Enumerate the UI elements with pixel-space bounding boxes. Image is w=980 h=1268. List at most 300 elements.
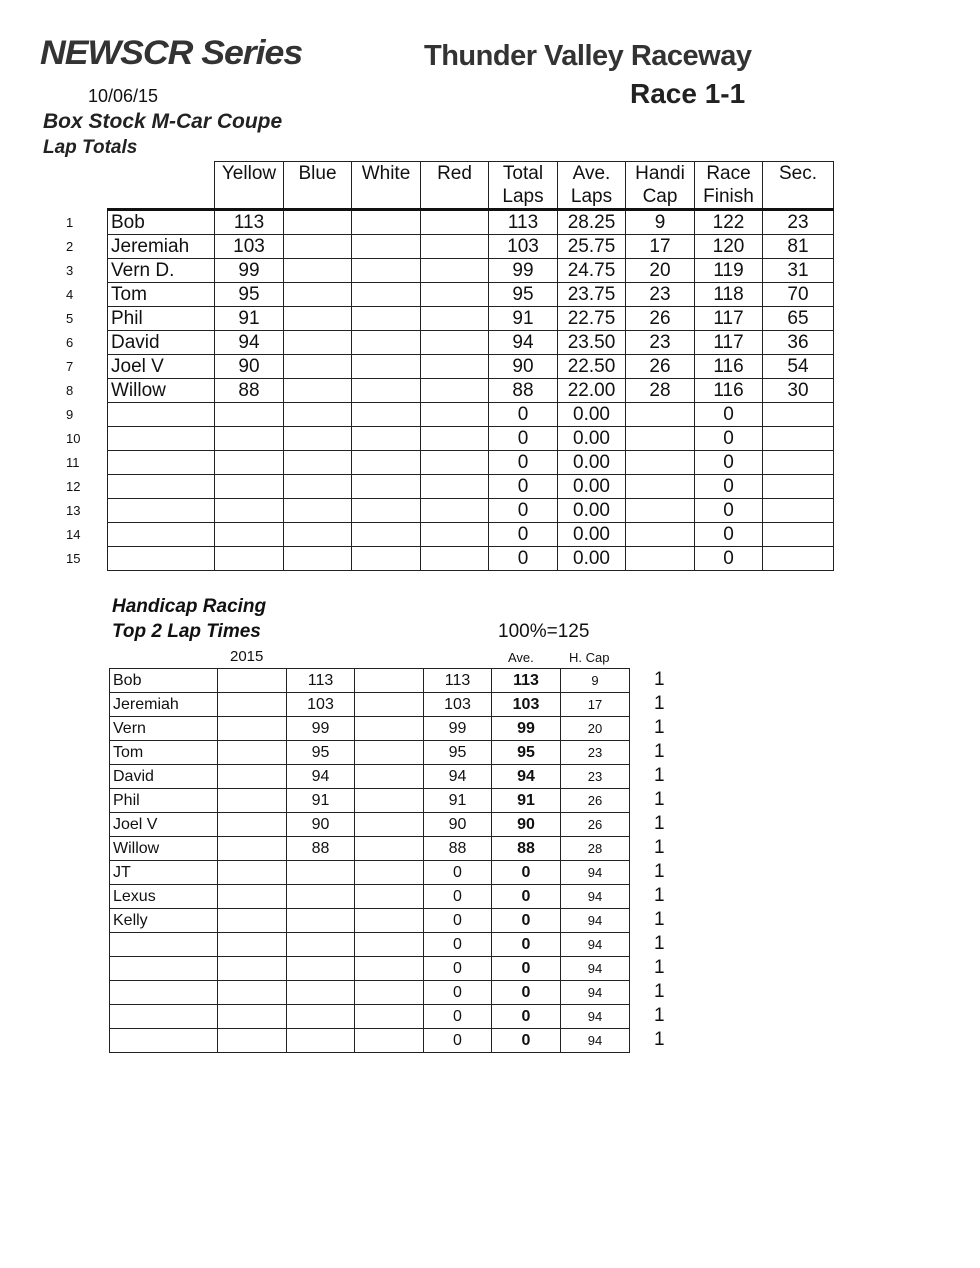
cell-c4: 90 <box>424 813 492 837</box>
cell-c4: 0 <box>424 909 492 933</box>
cell-yellow: 95 <box>215 283 284 307</box>
cell-name <box>108 451 215 475</box>
column-header <box>489 162 558 210</box>
cell-blue <box>284 355 352 379</box>
cell-c2 <box>287 957 355 981</box>
cell-finish: 116 <box>695 379 763 403</box>
cell-finish: 0 <box>695 403 763 427</box>
handicap-row <box>110 981 630 1005</box>
cell-c2 <box>287 885 355 909</box>
handicap-flag: 1 <box>654 861 665 882</box>
cell-c4: 91 <box>424 789 492 813</box>
row-number: 15 <box>66 551 81 566</box>
cell-c2: 99 <box>287 717 355 741</box>
cell-total: 99 <box>489 259 558 283</box>
handicap-row <box>110 765 630 789</box>
lap-row <box>108 475 834 499</box>
lap-row <box>108 331 834 355</box>
row-number: 6 <box>66 335 74 350</box>
cell-c2 <box>287 1005 355 1029</box>
handicap-table <box>109 668 630 1053</box>
column-header-line: Ave. <box>572 163 611 184</box>
cell-c4: 113 <box>424 669 492 693</box>
cell-name: Joel V <box>108 355 215 379</box>
column-header <box>558 162 626 210</box>
cell-name: Jeremiah <box>110 693 218 717</box>
cell-name: Willow <box>110 837 218 861</box>
cell-yellow <box>215 451 284 475</box>
cell-handicap: 28 <box>626 379 695 403</box>
cell-yellow <box>215 499 284 523</box>
cell-sec: 81 <box>763 235 834 259</box>
cell-hcap: 9 <box>561 669 630 693</box>
cell-handicap <box>626 403 695 427</box>
cell-c1 <box>218 885 287 909</box>
column-header <box>695 162 763 210</box>
cell-ave: 0 <box>492 861 561 885</box>
cell-name: David <box>110 765 218 789</box>
cell-sec <box>763 403 834 427</box>
lap-row <box>108 235 834 259</box>
lap-row <box>108 307 834 331</box>
cell-c1 <box>218 933 287 957</box>
cell-c1 <box>218 693 287 717</box>
row-number: 13 <box>66 503 81 518</box>
column-header-line: Laps <box>502 186 544 207</box>
cell-name: Lexus <box>110 885 218 909</box>
cell-ave: 0.00 <box>558 451 626 475</box>
cell-red <box>421 547 489 571</box>
cell-c2: 103 <box>287 693 355 717</box>
row-number: 14 <box>66 527 81 542</box>
cell-blue <box>284 475 352 499</box>
cell-total: 91 <box>489 307 558 331</box>
cell-c3 <box>355 789 424 813</box>
cell-hcap: 94 <box>561 909 630 933</box>
cell-finish: 0 <box>695 547 763 571</box>
handicap-subtitle: Top 2 Lap Times <box>112 621 261 642</box>
lap-row <box>108 451 834 475</box>
cell-finish: 0 <box>695 427 763 451</box>
cell-total: 95 <box>489 283 558 307</box>
cell-handicap: 23 <box>626 331 695 355</box>
cell-blue <box>284 210 352 235</box>
handicap-flag: 1 <box>654 957 665 978</box>
cell-yellow: 88 <box>215 379 284 403</box>
cell-ave: 0.00 <box>558 403 626 427</box>
cell-ave: 0 <box>492 957 561 981</box>
handicap-row <box>110 1005 630 1029</box>
cell-ave: 23.50 <box>558 331 626 355</box>
cell-white <box>352 283 421 307</box>
cell-c3 <box>355 693 424 717</box>
handicap-flag: 1 <box>654 693 665 714</box>
handicap-flag: 1 <box>654 933 665 954</box>
cell-name: Bob <box>108 210 215 235</box>
cell-total: 88 <box>489 379 558 403</box>
cell-ave: 0.00 <box>558 475 626 499</box>
cell-ave: 24.75 <box>558 259 626 283</box>
cell-blue <box>284 499 352 523</box>
cell-handicap: 20 <box>626 259 695 283</box>
cell-hcap: 94 <box>561 1005 630 1029</box>
cell-ave: 22.50 <box>558 355 626 379</box>
venue-name: Thunder Valley Raceway <box>424 40 752 72</box>
row-number: 1 <box>66 215 74 230</box>
cell-white <box>352 331 421 355</box>
handicap-flag: 1 <box>654 981 665 1002</box>
cell-handicap <box>626 475 695 499</box>
cell-red <box>421 331 489 355</box>
cell-c3 <box>355 909 424 933</box>
cell-sec <box>763 547 834 571</box>
column-header-line: White <box>361 163 411 184</box>
cell-c4: 88 <box>424 837 492 861</box>
cell-handicap <box>626 499 695 523</box>
cell-c1 <box>218 813 287 837</box>
cell-finish: 0 <box>695 475 763 499</box>
cell-hcap: 23 <box>561 765 630 789</box>
cell-c2 <box>287 933 355 957</box>
lap-row <box>108 499 834 523</box>
cell-total: 103 <box>489 235 558 259</box>
cell-white <box>352 235 421 259</box>
cell-red <box>421 307 489 331</box>
cell-yellow: 90 <box>215 355 284 379</box>
lap-row <box>108 379 834 403</box>
cell-c1 <box>218 1005 287 1029</box>
cell-name <box>108 547 215 571</box>
handicap-row <box>110 717 630 741</box>
cell-yellow <box>215 547 284 571</box>
handicap-row <box>110 861 630 885</box>
handicap-flag: 1 <box>654 741 665 762</box>
handicap-row <box>110 693 630 717</box>
cell-name <box>108 403 215 427</box>
cell-finish: 120 <box>695 235 763 259</box>
column-header-line: Handi <box>635 163 685 184</box>
cell-sec: 54 <box>763 355 834 379</box>
column-header <box>763 162 834 210</box>
cell-white <box>352 403 421 427</box>
cell-total: 90 <box>489 355 558 379</box>
cell-yellow: 113 <box>215 210 284 235</box>
cell-yellow <box>215 475 284 499</box>
handicap-row <box>110 957 630 981</box>
column-header-line: Sec. <box>778 163 818 184</box>
cell-hcap: 94 <box>561 885 630 909</box>
cell-c3 <box>355 741 424 765</box>
cell-c3 <box>355 669 424 693</box>
cell-name: Willow <box>108 379 215 403</box>
cell-ave: 22.00 <box>558 379 626 403</box>
cell-total: 0 <box>489 523 558 547</box>
cell-name: Bob <box>110 669 218 693</box>
cell-c4: 0 <box>424 981 492 1005</box>
lap-totals-table <box>107 161 834 571</box>
column-header-line: Laps <box>570 186 613 207</box>
cell-blue <box>284 547 352 571</box>
row-number: 11 <box>66 455 80 470</box>
cell-c3 <box>355 861 424 885</box>
cell-red <box>421 499 489 523</box>
cell-c4: 0 <box>424 1005 492 1029</box>
cell-finish: 117 <box>695 331 763 355</box>
cell-ave: 28.25 <box>558 210 626 235</box>
cell-total: 0 <box>489 475 558 499</box>
handicap-flag: 1 <box>654 765 665 786</box>
cell-red <box>421 235 489 259</box>
cell-red <box>421 451 489 475</box>
column-header-line: Yellow <box>221 163 277 184</box>
cell-ave: 90 <box>492 813 561 837</box>
cell-name: Vern D. <box>108 259 215 283</box>
cell-sec: 30 <box>763 379 834 403</box>
cell-c3 <box>355 885 424 909</box>
cell-ave: 99 <box>492 717 561 741</box>
class-name: Box Stock M-Car Coupe <box>43 110 283 133</box>
cell-c1 <box>218 909 287 933</box>
hcap-label: H. Cap <box>569 650 610 665</box>
cell-white <box>352 307 421 331</box>
handicap-flag: 1 <box>654 813 665 834</box>
handicap-flag: 1 <box>654 1029 665 1050</box>
cell-total: 0 <box>489 427 558 451</box>
cell-white <box>352 379 421 403</box>
lap-row <box>108 523 834 547</box>
cell-red <box>421 403 489 427</box>
cell-ave: 0.00 <box>558 427 626 451</box>
cell-hcap: 26 <box>561 813 630 837</box>
cell-c1 <box>218 669 287 693</box>
cell-name: Vern <box>110 717 218 741</box>
cell-white <box>352 523 421 547</box>
cell-ave: 22.75 <box>558 307 626 331</box>
lap-row <box>108 547 834 571</box>
column-header <box>284 162 352 210</box>
cell-hcap: 26 <box>561 789 630 813</box>
cell-c2 <box>287 981 355 1005</box>
cell-ave: 25.75 <box>558 235 626 259</box>
handicap-row <box>110 933 630 957</box>
row-number: 12 <box>66 479 81 494</box>
cell-sec <box>763 427 834 451</box>
column-header-line: Cap <box>642 186 678 207</box>
cell-ave: 113 <box>492 669 561 693</box>
cell-name: Tom <box>110 741 218 765</box>
cell-ave: 0 <box>492 933 561 957</box>
cell-finish: 116 <box>695 355 763 379</box>
cell-name: Phil <box>108 307 215 331</box>
ave-label: Ave. <box>508 650 534 665</box>
cell-name: Jeremiah <box>108 235 215 259</box>
cell-red <box>421 283 489 307</box>
cell-name <box>110 933 218 957</box>
cell-finish: 0 <box>695 523 763 547</box>
cell-sec: 65 <box>763 307 834 331</box>
cell-name: Joel V <box>110 813 218 837</box>
cell-white <box>352 451 421 475</box>
cell-c2: 95 <box>287 741 355 765</box>
cell-c2: 88 <box>287 837 355 861</box>
cell-finish: 0 <box>695 499 763 523</box>
cell-name <box>110 957 218 981</box>
cell-c1 <box>218 1029 287 1053</box>
lap-row <box>108 427 834 451</box>
cell-handicap <box>626 547 695 571</box>
cell-ave: 103 <box>492 693 561 717</box>
cell-c3 <box>355 837 424 861</box>
cell-ave: 88 <box>492 837 561 861</box>
cell-handicap <box>626 427 695 451</box>
row-number: 2 <box>66 239 74 254</box>
cell-c4: 0 <box>424 861 492 885</box>
percent-note: 100%=125 <box>498 621 590 642</box>
cell-blue <box>284 427 352 451</box>
cell-yellow <box>215 403 284 427</box>
cell-c4: 0 <box>424 933 492 957</box>
cell-handicap: 17 <box>626 235 695 259</box>
lap-row <box>108 403 834 427</box>
cell-finish: 119 <box>695 259 763 283</box>
cell-c1 <box>218 957 287 981</box>
cell-red <box>421 427 489 451</box>
cell-red <box>421 475 489 499</box>
year-label: 2015 <box>230 648 264 665</box>
cell-finish: 117 <box>695 307 763 331</box>
cell-name: Kelly <box>110 909 218 933</box>
column-header-line: Finish <box>703 186 754 207</box>
cell-hcap: 23 <box>561 741 630 765</box>
cell-hcap: 94 <box>561 933 630 957</box>
cell-blue <box>284 523 352 547</box>
row-number: 3 <box>66 263 74 278</box>
cell-c4: 103 <box>424 693 492 717</box>
lap-table-header <box>108 162 834 210</box>
cell-handicap <box>626 523 695 547</box>
cell-yellow <box>215 523 284 547</box>
cell-red <box>421 355 489 379</box>
handicap-row <box>110 885 630 909</box>
cell-c2: 90 <box>287 813 355 837</box>
cell-hcap: 17 <box>561 693 630 717</box>
cell-ave: 0 <box>492 909 561 933</box>
cell-c2: 91 <box>287 789 355 813</box>
cell-white <box>352 499 421 523</box>
cell-blue <box>284 283 352 307</box>
cell-name <box>110 1029 218 1053</box>
cell-name <box>108 499 215 523</box>
cell-sec: 31 <box>763 259 834 283</box>
handicap-flag: 1 <box>654 717 665 738</box>
row-number: 8 <box>66 383 74 398</box>
handicap-flag: 1 <box>654 669 665 690</box>
cell-blue <box>284 235 352 259</box>
cell-finish: 122 <box>695 210 763 235</box>
cell-ave: 94 <box>492 765 561 789</box>
cell-sec <box>763 499 834 523</box>
cell-handicap: 26 <box>626 307 695 331</box>
cell-c3 <box>355 813 424 837</box>
cell-sec: 70 <box>763 283 834 307</box>
cell-finish: 118 <box>695 283 763 307</box>
cell-white <box>352 259 421 283</box>
cell-c4: 99 <box>424 717 492 741</box>
cell-c3 <box>355 717 424 741</box>
cell-handicap <box>626 451 695 475</box>
cell-white <box>352 355 421 379</box>
cell-total: 94 <box>489 331 558 355</box>
row-numbers <box>66 209 86 569</box>
lap-row <box>108 259 834 283</box>
series-title: NEWSCR Series <box>40 34 303 72</box>
cell-blue <box>284 307 352 331</box>
cell-name: Phil <box>110 789 218 813</box>
cell-name <box>110 981 218 1005</box>
handicap-row <box>110 837 630 861</box>
handicap-flag: 1 <box>654 885 665 906</box>
handicap-row <box>110 813 630 837</box>
handicap-row <box>110 909 630 933</box>
cell-name: JT <box>110 861 218 885</box>
cell-yellow: 94 <box>215 331 284 355</box>
cell-total: 0 <box>489 451 558 475</box>
cell-yellow: 103 <box>215 235 284 259</box>
cell-blue <box>284 259 352 283</box>
column-header-line: Red <box>437 163 472 184</box>
cell-red <box>421 523 489 547</box>
cell-total: 0 <box>489 499 558 523</box>
cell-hcap: 94 <box>561 861 630 885</box>
cell-hcap: 94 <box>561 981 630 1005</box>
lap-row <box>108 355 834 379</box>
cell-handicap: 9 <box>626 210 695 235</box>
cell-c3 <box>355 1029 424 1053</box>
cell-sec <box>763 451 834 475</box>
cell-c1 <box>218 741 287 765</box>
lap-row <box>108 210 834 235</box>
cell-handicap: 23 <box>626 283 695 307</box>
row-number: 5 <box>66 311 74 326</box>
cell-ave: 95 <box>492 741 561 765</box>
cell-c3 <box>355 933 424 957</box>
cell-name: Tom <box>108 283 215 307</box>
cell-c4: 95 <box>424 741 492 765</box>
cell-c1 <box>218 981 287 1005</box>
cell-blue <box>284 331 352 355</box>
cell-sec <box>763 523 834 547</box>
race-date: 10/06/15 <box>88 86 159 106</box>
cell-ave: 0 <box>492 885 561 909</box>
cell-yellow <box>215 427 284 451</box>
cell-ave: 0.00 <box>558 499 626 523</box>
handicap-row <box>110 669 630 693</box>
handicap-flag: 1 <box>654 789 665 810</box>
cell-red <box>421 259 489 283</box>
cell-c1 <box>218 765 287 789</box>
cell-hcap: 94 <box>561 1029 630 1053</box>
handicap-row <box>110 1029 630 1053</box>
column-header-line: Blue <box>298 163 337 184</box>
cell-total: 113 <box>489 210 558 235</box>
cell-c2 <box>287 1029 355 1053</box>
cell-c1 <box>218 837 287 861</box>
cell-c1 <box>218 789 287 813</box>
cell-hcap: 20 <box>561 717 630 741</box>
column-header <box>352 162 421 210</box>
column-header <box>215 162 284 210</box>
cell-c2: 94 <box>287 765 355 789</box>
